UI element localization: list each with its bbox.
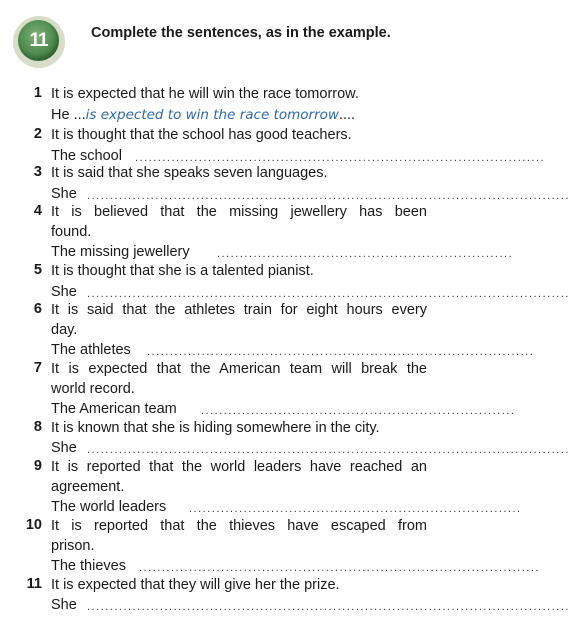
- answer-blank[interactable]: ..........................................................................................................: [87, 288, 570, 300]
- item-sentence: It is reported that the thieves have escaped from: [51, 518, 427, 534]
- item-prompt: The athletes: [51, 342, 131, 358]
- answer-blank[interactable]: .....................................................................: [201, 405, 516, 417]
- instruction: Complete the sentences, as in the example.: [91, 25, 391, 41]
- item-number: 4: [33, 203, 42, 219]
- answer-line: [51, 439, 570, 458]
- answer-line: [51, 557, 540, 576]
- item-number: 5: [33, 262, 42, 278]
- answer-line: [51, 283, 570, 302]
- answer-blank[interactable]: .....................................................................................: [147, 346, 535, 358]
- example-answer: is expected to win the race tomorrow: [85, 107, 339, 123]
- item-sentence-continued: agreement.: [51, 479, 125, 495]
- item-sentence: It is expected that he will win the race tomorrow.: [51, 86, 359, 102]
- item-sentence-continued: found.: [51, 224, 92, 240]
- badge-circle: [18, 20, 59, 61]
- item-sentence: It is believed that the missing jewellery has been: [51, 204, 427, 220]
- item-number: 11: [26, 576, 42, 592]
- item-sentence: It is expected that they will give her the prize.: [51, 577, 340, 593]
- item-number: 7: [33, 360, 42, 376]
- item-number: 1: [33, 85, 42, 101]
- item-number: 2: [33, 126, 42, 142]
- answer-blank[interactable]: ..........................................................................................................: [87, 601, 570, 613]
- item-sentence: It is thought that she is a talented pianist.: [51, 263, 314, 279]
- item-sentence-continued: world record.: [51, 381, 135, 397]
- item-prompt: She: [51, 597, 77, 613]
- answer-blank[interactable]: ........................................................................................: [139, 562, 540, 574]
- item-prompt: She: [51, 284, 77, 300]
- item-sentence: It is known that she is hiding somewhere in the city.: [51, 420, 380, 436]
- item-sentence: It is expected that the American team will break the: [51, 361, 427, 377]
- item-prompt: The American team: [51, 401, 177, 417]
- item-prompt: She: [51, 186, 77, 202]
- answer-blank[interactable]: .................................................................: [217, 248, 514, 260]
- item-number: 9: [33, 458, 42, 474]
- item-number: 6: [33, 301, 42, 317]
- item-sentence: It is said that she speaks seven languages.: [51, 165, 328, 181]
- item-prompt: The school: [51, 148, 122, 164]
- item-prompt: She: [51, 440, 77, 456]
- item-prompt: The thieves: [51, 558, 126, 574]
- exercise-number: 11: [29, 30, 48, 51]
- exercise-badge: [13, 16, 65, 68]
- answer-blank[interactable]: .........................................................................: [189, 503, 522, 515]
- answer-line: [51, 596, 570, 615]
- answer-line: [51, 341, 535, 360]
- answer-line: [51, 498, 522, 517]
- answer-line: [51, 400, 516, 419]
- item-sentence: It is reported that the world leaders have reached an: [51, 459, 427, 475]
- answer-blank[interactable]: ..........................................................................................................: [87, 444, 570, 456]
- answer-tail: ....: [338, 107, 356, 123]
- answer-line: [51, 243, 514, 262]
- item-number: 3: [33, 164, 42, 180]
- answer-blank[interactable]: ..........................................................................................................: [87, 190, 570, 202]
- item-sentence: It is thought that the school has good teachers.: [51, 127, 352, 143]
- item-sentence-continued: day.: [51, 322, 78, 338]
- item-prompt: The missing jewellery: [51, 244, 190, 260]
- answer-blank[interactable]: ..........................................................................................: [135, 152, 546, 164]
- example-answer-line: [51, 106, 427, 125]
- item-prompt: The world leaders: [51, 499, 167, 515]
- item-sentence: It is said that the athletes train for eight hours every: [51, 302, 427, 318]
- item-prompt: He ...: [51, 107, 86, 123]
- item-number: 8: [33, 419, 42, 435]
- answer-line: [51, 185, 570, 204]
- item-sentence-continued: prison.: [51, 538, 95, 554]
- item-number: 10: [25, 517, 42, 533]
